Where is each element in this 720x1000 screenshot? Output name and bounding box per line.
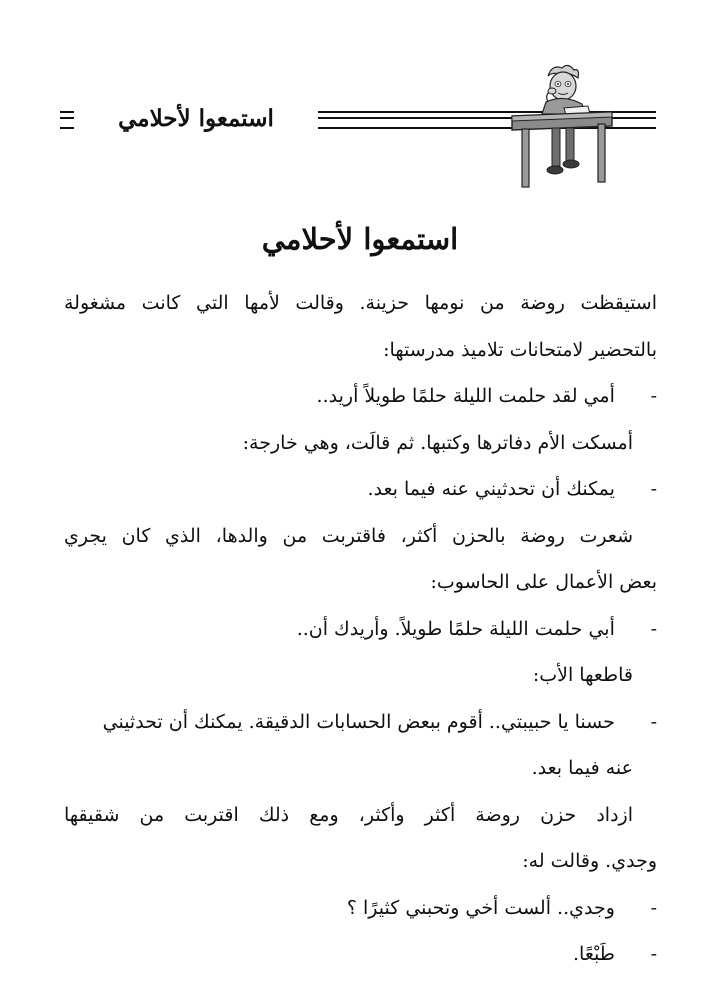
dialogue-line (64, 373, 657, 420)
dialogue-dash: - (650, 710, 657, 733)
dialogue-line (64, 466, 657, 513)
paragraph-line: أمسكت الأم دفاترها وكتبها. ثم قالَت، وهي خارجة: (242, 431, 633, 454)
dialogue-text: أمي لقد حلمت الليلة حلمًا طويلاً أريد.. (316, 385, 615, 407)
header-rule-left (60, 111, 74, 129)
paragraph-line: قاطعها الأب: (532, 664, 633, 686)
paragraph-line: عنه فيما بعد. (531, 757, 633, 779)
paragraph-line: بعض الأعمال على الحاسوب: (430, 571, 657, 593)
paragraph-line: استيقظت روضة من نومها حزينة. وقالت لأمها التي كانت مشغولة (64, 292, 657, 314)
dialogue-line (64, 606, 657, 653)
dialogue-dash: - (650, 617, 657, 640)
header-title: استمعوا لأحلامي (118, 105, 274, 132)
paragraph-line: ازداد حزن روضة أكثر وأكثر، ومع ذلك اقتربت من شقيقها (64, 803, 633, 826)
dialogue-text: حسنا يا حبيبتي.. أقوم ببعض الحسابات الدقيقة. يمكنك أن تحدثيني (102, 710, 615, 733)
dialogue-line (64, 699, 657, 746)
dialogue-dash: - (650, 385, 657, 407)
story-text (64, 280, 657, 978)
dialogue-text: أبي حلمت الليلة حلمًا طويلاً. وأريدك أن.. (296, 617, 615, 640)
dialogue-line (64, 885, 657, 932)
paragraph-line: شعرت روضة بالحزن أكثر، فاقتربت من والدها، الذي كان يجري (64, 524, 633, 547)
dialogue-text: يمكنك أن تحدثيني عنه فيما بعد. (367, 478, 615, 500)
dialogue-dash: - (650, 943, 657, 965)
dialogue-text: طَبْعًا. (573, 943, 615, 965)
dialogue-line (64, 931, 657, 978)
dialogue-text: وجدي.. ألست أخي وتحبني كثيرًا ؟ (346, 896, 615, 919)
boy-at-desk-illustration (508, 60, 616, 190)
dialogue-dash: - (650, 896, 657, 919)
dialogue-dash: - (650, 478, 657, 500)
paragraph-line: بالتحضير لامتحانات تلاميذ مدرستها: (383, 338, 657, 361)
page-title: استمعوا لأحلامي (261, 222, 459, 256)
paragraph-line: وجدي. وقالت له: (522, 850, 657, 872)
